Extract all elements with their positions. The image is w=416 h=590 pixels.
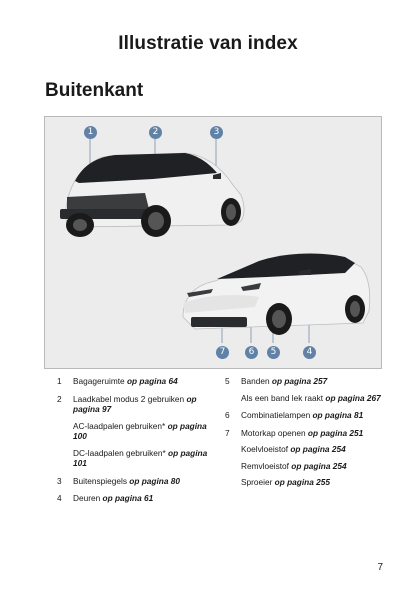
page-reference-link[interactable]: op pagina 254 xyxy=(291,460,347,471)
item-text: Als een band lek raakt xyxy=(241,392,326,403)
item-text: DC-laadpalen gebruiken* xyxy=(73,447,169,458)
list-item xyxy=(57,476,217,487)
callout-7: 7 xyxy=(216,346,229,359)
item-text: Koelvloeistof xyxy=(241,444,291,454)
list-item xyxy=(225,376,385,387)
item-number: 1 xyxy=(57,376,62,386)
front-car xyxy=(183,254,370,335)
callout-5: 5 xyxy=(267,346,280,359)
callout-2: 2 xyxy=(149,126,162,139)
list-subitem xyxy=(225,477,385,488)
index-list-left xyxy=(57,376,217,511)
page-reference-link[interactable]: op pagina 80 xyxy=(129,475,180,486)
item-text: Buitenspiegels xyxy=(73,475,130,486)
item-text: Remvloeistof xyxy=(241,460,292,471)
item-text: Motorkap openen xyxy=(241,427,308,438)
list-subitem xyxy=(57,448,217,469)
callout-6: 6 xyxy=(245,346,258,359)
item-number: 5 xyxy=(225,376,230,386)
cars-drawing xyxy=(45,117,382,369)
callout-3: 3 xyxy=(210,126,223,139)
item-text: Bagageruimte xyxy=(73,376,127,386)
item-text: Laadkabel modus 2 gebruiken xyxy=(73,393,187,404)
list-item xyxy=(57,376,217,387)
item-text: AC-laadpalen gebruiken* xyxy=(73,420,168,431)
item-text: Banden xyxy=(241,376,272,386)
page-reference-link[interactable]: op pagina 255 xyxy=(274,477,330,487)
list-item xyxy=(57,394,217,415)
page-reference-link[interactable]: op pagina 101 xyxy=(73,447,208,468)
list-subitem xyxy=(225,461,385,472)
section-title: Buitenkant xyxy=(45,80,144,101)
item-number: 6 xyxy=(225,410,230,420)
callout-4: 4 xyxy=(303,346,316,359)
item-text: Sproeier xyxy=(241,477,275,487)
page-number: 7 xyxy=(377,562,383,573)
item-number: 3 xyxy=(57,475,62,486)
page-reference-link[interactable]: op pagina 61 xyxy=(102,493,154,503)
item-number: 4 xyxy=(57,493,62,503)
page-reference-link[interactable]: op pagina 251 xyxy=(307,427,364,438)
exterior-illustration xyxy=(44,116,382,369)
page-reference-link[interactable]: op pagina 81 xyxy=(312,410,364,420)
page-reference-link[interactable]: op pagina 64 xyxy=(126,376,178,386)
list-subitem xyxy=(225,393,385,404)
item-number: 7 xyxy=(225,427,230,438)
list-item xyxy=(57,493,217,504)
page-reference-link[interactable]: op pagina 97 xyxy=(73,393,197,414)
page-reference-link[interactable]: op pagina 254 xyxy=(290,444,346,454)
callout-1: 1 xyxy=(84,126,97,139)
list-item xyxy=(225,428,385,439)
item-number: 2 xyxy=(57,393,62,404)
list-subitem xyxy=(57,421,217,442)
item-text: Deuren xyxy=(73,493,103,503)
page-reference-link[interactable]: op pagina 257 xyxy=(271,376,328,386)
list-subitem xyxy=(225,444,385,455)
page-reference-link[interactable]: op pagina 100 xyxy=(73,420,207,441)
page-reference-link[interactable]: op pagina 267 xyxy=(325,392,381,403)
page-title: Illustratie van index xyxy=(118,33,298,54)
list-item xyxy=(225,410,385,421)
item-text: Combinatielampen xyxy=(241,410,313,420)
index-list-right xyxy=(225,376,385,495)
